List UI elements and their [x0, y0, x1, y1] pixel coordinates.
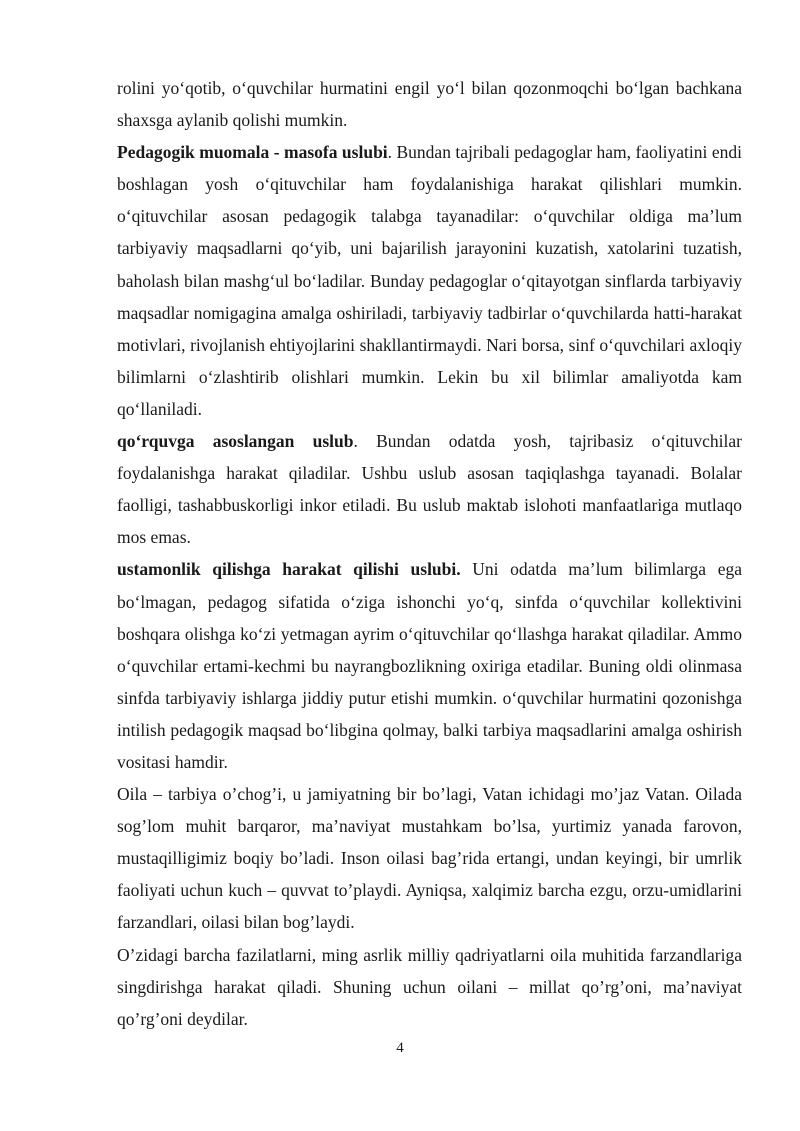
paragraph-2-heading: Pedagogik muomala - masofa uslubi	[117, 142, 388, 163]
paragraph-1	[117, 72, 742, 136]
page-body	[117, 72, 742, 1035]
paragraph-2	[117, 136, 742, 425]
paragraph-5-text: Oila – tarbiya o’chog’i, u jamiyatning bir bo’lagi, Vatan ichidagi mo’jaz Vatan. Oilada sog’lom muhit barqaror, ma’naviyat mustahkam bo’lsa, yurtimiz yanada farovon, mustaqilligimiz boqiy bo’ladi. Inson oilasi bag’rida ertangi, undan keyingi, bir umrlik faoliyati uchun kuch – quvvat to’playdi. Ayniqsa, xalqimiz barcha ezgu, orzu-umidlarini farzandlari, oilasi bilan bog’laydi.	[117, 784, 742, 933]
paragraph-4	[117, 553, 742, 778]
paragraph-4-text: Uni odatda ma’lum bilimlarga ega bo‘lmagan, pedagog sifatida o‘ziga ishonchi yo‘q, sinfda o‘quvchilar kollektivini boshqara olishga ko‘zi yetmagan ayrim o‘qituvchilar qo‘llashga harakat qiladilar. Ammo o‘quvchilar ertami-kechmi bu nayrangbozlikning oxiriga etadilar. Buning oldi olinmasa sinfda tarbiyaviy ishlarga jiddiy putur etishi mumkin. o‘quvchilar hurmatini qozonishga intilish pedagogik maqsad bo‘libgina qolmay, balki tarbiya maqsadlarini amalga oshirish vositasi hamdir.	[117, 559, 742, 772]
paragraph-4-heading: ustamonlik qilishga harakat qilishi uslubi.	[117, 559, 461, 580]
paragraph-3	[117, 425, 742, 553]
paragraph-2-text: . Bundan tajribali pedagoglar ham, faoliyatini endi boshlagan yosh o‘qituvchilar ham foydalanishiga harakat qilishlari mumkin. o‘qituvchilar asosan pedagogik talabga tayanadilar: o‘quvchilar oldiga ma’lum tarbiyaviy maqsadlarni qo‘yib, uni bajarilish jarayonini kuzatish, xatolarini tuzatish, baholash bilan mashg‘ul bo‘ladilar. Bunday pedagoglar o‘qitayotgan sinflarda tarbiyaviy maqsadlar nomigagina amalga oshiriladi, tarbiyaviy tadbirlar o‘quvchilarda hatti-harakat motivlari, rivojlanish ehtiyojlarini shakllantirmaydi. Nari borsa, sinf o‘quvchilari axloqiy bilimlarni o‘zlashtirib olishlari mumkin. Lekin bu xil bilimlar amaliyotda kam qo‘llaniladi.	[117, 142, 742, 419]
page-number: 4	[396, 1040, 404, 1056]
paragraph-6-text: O’zidagi barcha fazilatlarni, ming asrlik milliy qadriyatlarni oila muhitida farzandlariga singdirishga harakat qiladi. Shuning uchun oilani – millat qo’rg’oni, ma’naviyat qo’rg’oni deydilar.	[117, 944, 742, 1029]
paragraph-1-text: rolini yo‘qotib, o‘quvchilar hurmatini engil yo‘l bilan qozonmoqchi bo‘lgan bachkana shaxsga aylanib qolishi mumkin.	[117, 78, 742, 131]
paragraph-5	[117, 778, 742, 938]
paragraph-3-heading: qo‘rquvga asoslangan uslub	[117, 431, 354, 452]
paragraph-3-text: . Bundan odatda yosh, tajribasiz o‘qituvchilar foydalanishga harakat qiladilar. Ushbu uslub asosan taqiqlashga tayanadi. Bolalar faolligi, tashabbuskorligi inkor etiladi. Bu uslub maktab islohoti manfaatlariga mutlaqo mos emas.	[117, 431, 742, 548]
paragraph-6	[117, 939, 742, 1035]
